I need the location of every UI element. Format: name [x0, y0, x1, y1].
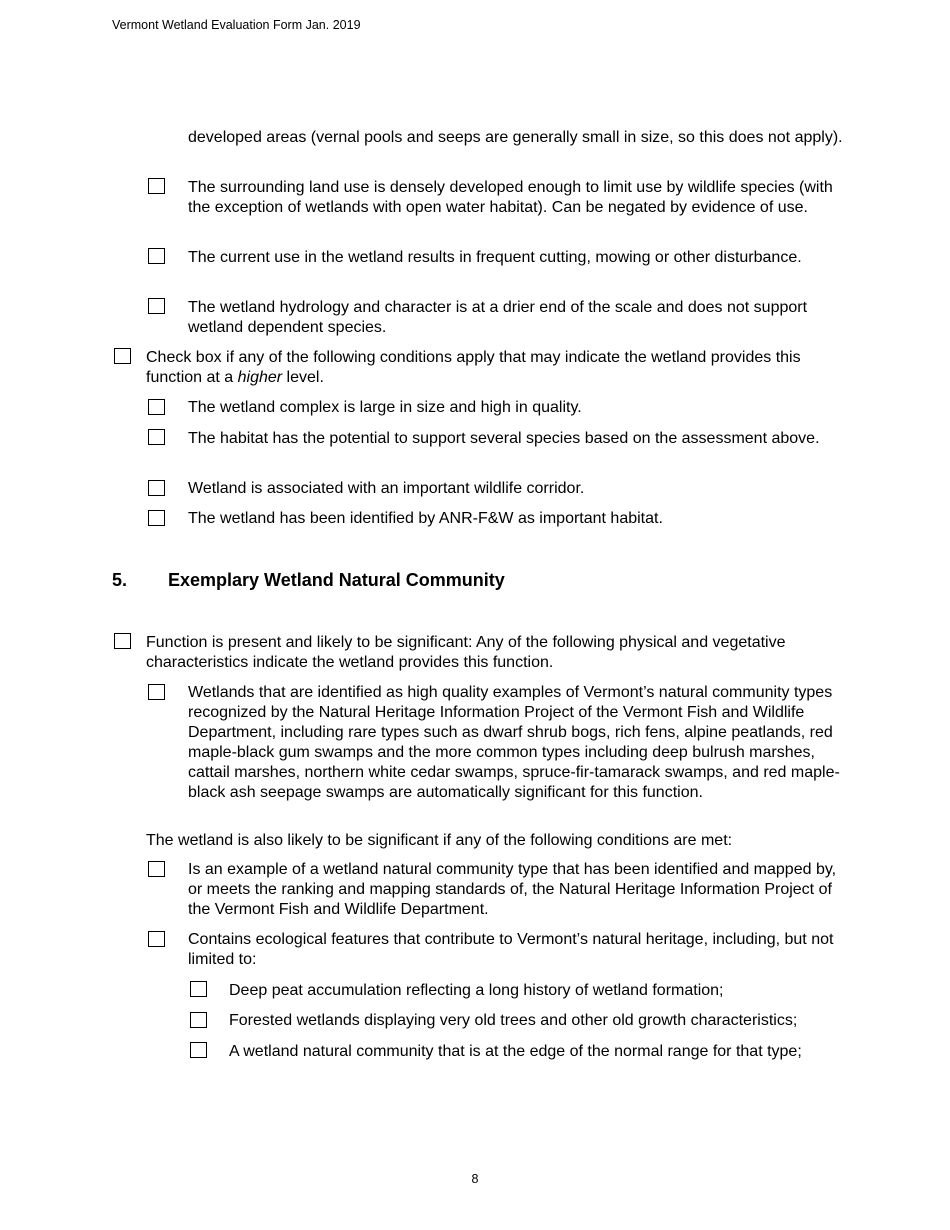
condition-emphasis: higher	[237, 369, 283, 386]
section-title: Exemplary Wetland Natural Community	[168, 570, 505, 590]
checkbox-higher-level[interactable]	[114, 348, 131, 364]
document-header: Vermont Wetland Evaluation Form Jan. 2019	[112, 18, 361, 32]
criterion-frequent-disturbance	[188, 248, 848, 268]
continued-paragraph	[188, 128, 848, 148]
subcriterion-text: Forested wetlands displaying very old trees and other old growth characteristics;	[229, 1012, 798, 1029]
also-significant-intro	[146, 831, 846, 851]
checkbox-important-habitat[interactable]	[148, 510, 165, 526]
subcriterion-edge-of-range	[229, 1042, 849, 1062]
subcriterion-deep-peat	[229, 981, 849, 1001]
checkbox-edge-of-range[interactable]	[190, 1042, 207, 1058]
criterion-text: The habitat has the potential to support several species based on the assessment above.	[188, 430, 820, 447]
checkbox-function-present[interactable]	[114, 633, 131, 649]
criterion-text: Is an example of a wetland natural community type that has been identified and mapped by, or meets the ranking and mapping standards of, the Natural Heritage Information Project of the Vermont Fish and Wildlife Department.	[188, 861, 837, 918]
criterion-drier-hydrology	[188, 298, 848, 338]
intro-text: The wetland is also likely to be significant if any of the following conditions are met:	[146, 832, 733, 849]
criterion-mapped-community	[188, 860, 848, 920]
checkbox-several-species[interactable]	[148, 429, 165, 445]
criterion-text: The surrounding land use is densely developed enough to limit use by wildlife species (with the exception of wetlands with open water habitat). Can be negated by evidence of use.	[188, 179, 833, 216]
condition-text-start: Check box if any of the following conditions apply that may indicate the wetland provides this function at a	[146, 349, 801, 386]
checkbox-drier-hydrology[interactable]	[148, 298, 165, 314]
criterion-ecological-features	[188, 930, 848, 970]
criterion-text: The wetland has been identified by ANR-F&W as important habitat.	[188, 510, 663, 527]
criterion-important-habitat	[188, 509, 848, 529]
criterion-text: The wetland complex is large in size and high in quality.	[188, 399, 582, 416]
function-present-condition	[146, 633, 846, 673]
criterion-dense-development	[188, 178, 848, 218]
checkbox-ecological-features[interactable]	[148, 931, 165, 947]
section-heading	[112, 570, 505, 591]
criterion-text: Wetlands that are identified as high quality examples of Vermont’s natural community types recognized by the Natural Heritage Information Project of the Vermont Fish and Wildlife Department, including rare types such as dwarf shrub bogs, rich fens, alpine peatlands, red maple-black gum swamps and the more common types including deep bulrush marshes, cattail marshes, northern white cedar swamps, spruce-fir-tamarack swamps, and red maple-black ash seepage swamps are automatically significant for this function.	[188, 684, 840, 801]
page-number: 8	[471, 1172, 479, 1186]
checkbox-large-complex[interactable]	[148, 399, 165, 415]
checkbox-frequent-disturbance[interactable]	[148, 248, 165, 264]
criterion-text: Contains ecological features that contribute to Vermont’s natural heritage, including, but not limited to:	[188, 931, 834, 968]
condition-text-end: level.	[282, 369, 324, 386]
checkbox-old-growth[interactable]	[190, 1012, 207, 1028]
criterion-text: The current use in the wetland results in frequent cutting, mowing or other disturbance.	[188, 249, 802, 266]
criterion-text: The wetland hydrology and character is at a drier end of the scale and does not support wetland dependent species.	[188, 299, 808, 336]
criterion-high-quality-examples	[188, 683, 848, 803]
checkbox-deep-peat[interactable]	[190, 981, 207, 997]
criterion-wildlife-corridor	[188, 479, 848, 499]
checkbox-mapped-community[interactable]	[148, 861, 165, 877]
checkbox-dense-development[interactable]	[148, 178, 165, 194]
criterion-several-species	[188, 429, 848, 449]
condition-text: Function is present and likely to be significant: Any of the following physical and vegetative characteristics indicate the wetland provides this function.	[146, 634, 786, 671]
higher-level-condition	[146, 348, 846, 388]
paragraph-text: developed areas (vernal pools and seeps are generally small in size, so this does not apply).	[188, 129, 843, 146]
checkbox-wildlife-corridor[interactable]	[148, 480, 165, 496]
subcriterion-text: Deep peat accumulation reflecting a long history of wetland formation;	[229, 982, 724, 999]
criterion-large-complex	[188, 398, 848, 418]
subcriterion-text: A wetland natural community that is at the edge of the normal range for that type;	[229, 1043, 802, 1060]
subcriterion-old-growth	[229, 1011, 849, 1031]
section-number: 5.	[112, 570, 128, 590]
criterion-text: Wetland is associated with an important wildlife corridor.	[188, 480, 585, 497]
checkbox-high-quality-examples[interactable]	[148, 684, 165, 700]
